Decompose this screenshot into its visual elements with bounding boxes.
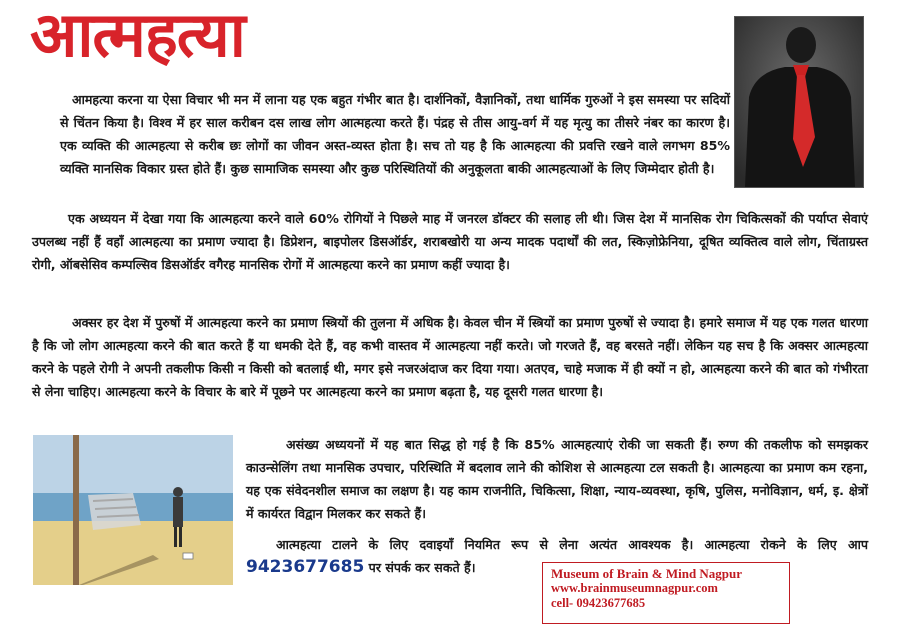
study-paragraph: एक अध्ययन में देखा गया कि आत्महत्या करने वाले 60% रोगियों ने पिछले माह में जनरल डॉक्टर की सलाह ली थी। जिस देश में मानसिक रोग चिकित्सकों की पर्याप्त सेवाएं उपलब्ध नहीं हैं वहाँ आत्महत्या का प्रमाण ज्यादा है। डिप्रेशन, बाइपोलर डिसऑर्डर, शराबखोरी या अन्य मादक पदार्थों की लत, स्किज़ोफ्रेनिया, दूषित व्यक्तित्व वाले लोग, चिंताग्रस्त रोगी, ऑबसेसिव कम्पल्सिव डिसऑर्डर वगैरह मानसिक रोगों में आत्महत्या करने का प्रमाण कहीं ज्यादा है। <box>32 211 868 272</box>
phone-number: 9423677685 <box>246 557 365 577</box>
intro-paragraph: आमहत्या करना या ऐसा विचार भी मन में लाना यह एक बहुत गंभीर बात है। दार्शनिकों, वैज्ञानिकों, तथा धार्मिक गुरुओं ने इस समस्या पर सदियों से चिंतन किया है। विश्व में हर साल करीबन दस लाख लोग आत्महत्या करते हैं। पंद्रह से तीस आयु-वर्ग में यह मृत्यु का तीसरे नंबर का कारण है। एक व्यक्ति की आत्महत्या से करीब छः लोगों का जीवन अस्त-व्यस्त होता है। सच तो यह है कि आत्महत्या की प्रवत्ति रखने वाले लगभग 85% व्यक्ति मानसिक विकार ग्रस्त होते हैं। कुछ सामाजिक समस्या और कुछ परिस्थितियों की अनुकूलता बाकी आत्महत्याओं के लिए जिम्मेदार होती है। <box>60 92 730 176</box>
contact-text-after: पर संपर्क कर सकते हैं। <box>364 560 476 575</box>
museum-contact-box <box>542 562 790 624</box>
prevention-paragraph: असंख्य अध्ययनों में यह बात सिद्ध हो गई है कि 85% आत्महत्याएं रोकी जा सकती हैं। रुग्ण की तकलीफ को समझकर काउन्सेलिंग तथा मानसिक उपचार, परिस्थिति में बदलाव लाने की कोशिश से आत्महत्या टल सकती है। आत्महत्या का प्रमाण कम रहना, यह एक संवेदनशील समाज का लक्षण है। यह काम राजनीति, चिकित्सा, शिक्षा, न्याय-व्यवस्था, कृषि, पुलिस, मनोविज्ञान, धर्म, इ. क्षेत्रों में कार्यरत विद्वान मिलकर कर सकते हैं। <box>246 437 868 521</box>
gender-myths-paragraph: अक्सर हर देश में पुरुषों में आत्महत्या करने का प्रमाण स्त्रियों की तुलना में अधिक है। केवल चीन में स्त्रियों का प्रमाण पुरुषों से ज्यादा है। हमारे समाज में यह एक गलत धारणा है कि जो लोग आत्महत्या करने की बात करते हैं या धमकी देते हैं, वह कभी वास्तव में आत्महत्या नहीं करते। जो गरजते हैं, वह बरसते नहीं। लेकिन यह सच है कि अक्सर आत्महत्या करने के पहले रोगी ने अपनी तकलीफ किसी न किसी को बतलाई थी, मगर इसे नजरअंदाज कर दिया गया। अतएव, चाहे मजाक में ही क्यों न हो, आत्महत्या करने की बात को गंभीरता से लेना चाहिए। आत्महत्या करने के विचार के बारे में पूछने पर आत्महत्या करने का प्रमाण बढ़ता है, यह दूसरी गलत धारणा है। <box>32 315 868 399</box>
contact-text-before: आत्महत्या टालने के लिए दवाइयाँ नियमित रूप से लेना अत्यंत आवश्यक है। आत्महत्या रोकने के लिए आप <box>276 537 868 552</box>
lonely-man-on-beach-illustration <box>33 435 233 585</box>
man-with-red-tie-photo <box>734 16 864 188</box>
page-title: आत्महत्या <box>30 0 245 71</box>
museum-website: www.brainmuseumnagpur.com <box>551 581 718 595</box>
museum-cell: cell- 09423677685 <box>551 596 646 610</box>
museum-name: Museum of Brain & Mind Nagpur <box>551 566 743 581</box>
